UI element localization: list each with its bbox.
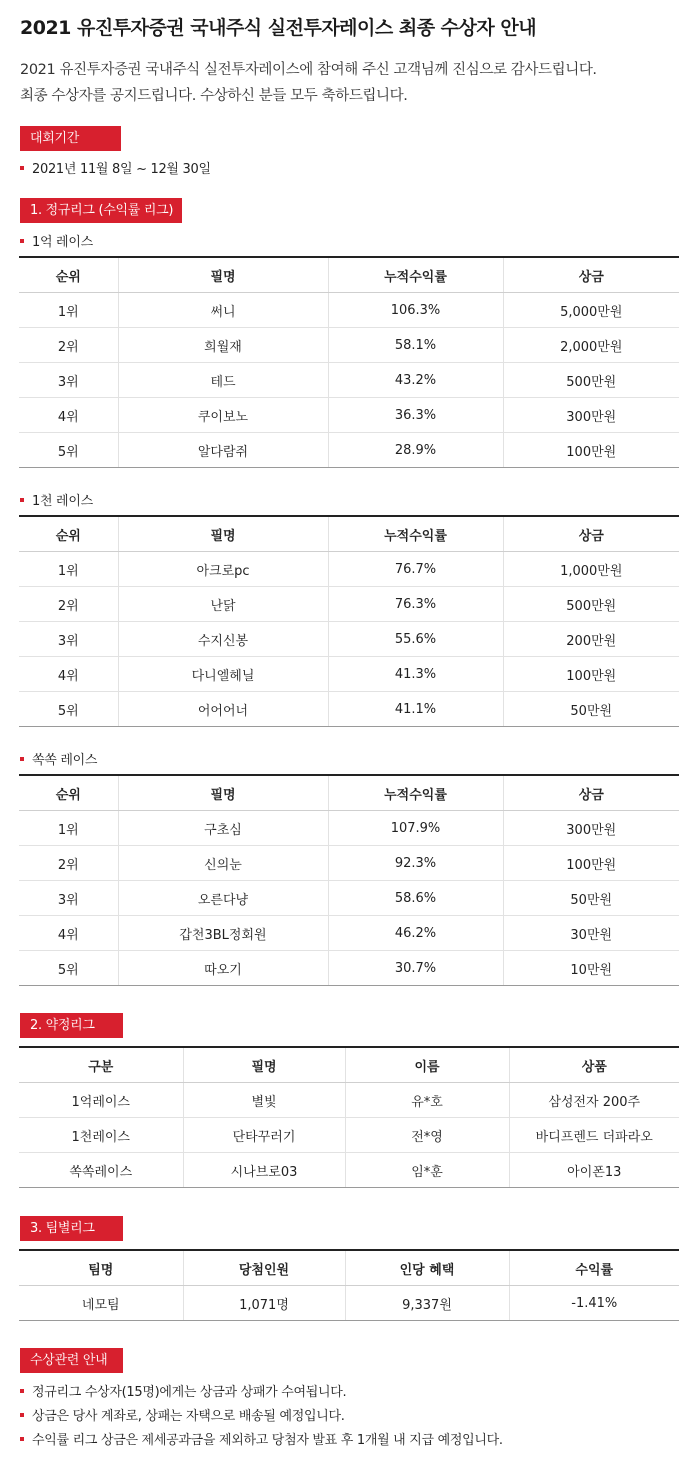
race-1-table: [19, 256, 679, 468]
race-3-heading: [20, 749, 97, 768]
header-nickname: 필명: [118, 257, 328, 293]
weak-league-badge: 2. 약정리그: [20, 1013, 123, 1038]
table-cell: 500만원: [503, 587, 679, 622]
regular-league-badge: 1. 정규리그 (수익률 리그): [20, 198, 182, 223]
table-cell: 100만원: [503, 657, 679, 692]
table-cell: -1.41%: [509, 1286, 679, 1321]
table-cell: 오른다냥: [118, 881, 328, 916]
table-cell: 5위: [19, 951, 118, 986]
table-row: [19, 363, 679, 398]
table-row: [19, 951, 679, 986]
header-prize: 상금: [503, 257, 679, 293]
table-cell: 41.3%: [328, 657, 503, 692]
table-header-row: [19, 516, 679, 552]
table-cell: 난닭: [118, 587, 328, 622]
header-return: 누적수익률: [328, 775, 503, 811]
table-row: [19, 293, 679, 328]
table-row: [19, 1286, 679, 1321]
table-row: [19, 916, 679, 951]
table-row: [19, 881, 679, 916]
table-cell: 단타꾸러기: [183, 1118, 345, 1153]
table-cell: 아크로pc: [118, 552, 328, 587]
table-row: [19, 1118, 679, 1153]
race-2-table: [19, 515, 679, 727]
period-text: 2021년 11월 8일 ~ 12월 30일: [32, 162, 211, 177]
table-cell: 9,337원: [345, 1286, 509, 1321]
table-row: [19, 811, 679, 846]
table-cell: 500만원: [503, 363, 679, 398]
table-cell: 네모팀: [19, 1286, 183, 1321]
intro-line-2: 최종 수상자를 공지드립니다. 수상하신 분들 모두 축하드립니다.: [20, 88, 408, 104]
header-return: 누적수익률: [328, 516, 503, 552]
race-2-heading: [20, 490, 93, 509]
header-name: 이름: [345, 1047, 509, 1083]
bullet-icon: [20, 1437, 24, 1441]
race-3-name: 쏙쏙 레이스: [32, 753, 98, 768]
table-cell: 100만원: [503, 433, 679, 468]
race-3-rows: [19, 811, 679, 986]
table-row: [19, 328, 679, 363]
table-cell: 30만원: [503, 916, 679, 951]
notice-badge: 수상관련 안내: [20, 1348, 123, 1373]
table-row: [19, 398, 679, 433]
weak-league-table: [19, 1046, 679, 1188]
intro-line-1: 2021 유진투자증권 국내주식 실전투자레이스에 참여해 주신 고객님께 진심으로 감사드립니다.: [20, 62, 597, 78]
table-cell: 100만원: [503, 846, 679, 881]
table-header-row: [19, 775, 679, 811]
table-row: [19, 622, 679, 657]
table-cell: 107.9%: [328, 811, 503, 846]
table-cell: 55.6%: [328, 622, 503, 657]
table-cell: 1위: [19, 552, 118, 587]
period-badge: 대회기간: [20, 126, 121, 151]
race-3-table: [19, 774, 679, 986]
table-cell: 임*훈: [345, 1153, 509, 1188]
header-prize: 상금: [503, 775, 679, 811]
table-cell: 쏙쏙레이스: [19, 1153, 183, 1188]
table-cell: 106.3%: [328, 293, 503, 328]
table-cell: 28.9%: [328, 433, 503, 468]
table-cell: 30.7%: [328, 951, 503, 986]
header-benefit: 인당 혜택: [345, 1250, 509, 1286]
bullet-icon: [20, 1413, 24, 1417]
table-cell: 수지신봉: [118, 622, 328, 657]
table-cell: 58.1%: [328, 328, 503, 363]
team-league-table: [19, 1249, 679, 1321]
table-cell: 92.3%: [328, 846, 503, 881]
bullet-icon: [20, 239, 24, 243]
table-cell: 5위: [19, 692, 118, 727]
table-row: [19, 433, 679, 468]
table-cell: 3위: [19, 622, 118, 657]
bullet-icon: [20, 757, 24, 761]
team-league-badge: 3. 팀별리그: [20, 1216, 123, 1241]
table-cell: 4위: [19, 916, 118, 951]
header-prize: 상금: [503, 516, 679, 552]
table-cell: 써니: [118, 293, 328, 328]
table-cell: 3위: [19, 363, 118, 398]
table-cell: 4위: [19, 398, 118, 433]
header-product: 상품: [509, 1047, 679, 1083]
table-cell: 1억레이스: [19, 1083, 183, 1118]
team-league-rows: [19, 1286, 679, 1321]
header-nickname: 필명: [183, 1047, 345, 1083]
header-nickname: 필명: [118, 775, 328, 811]
notice-text: 상금은 당사 계좌로, 상패는 자택으로 배송될 예정입니다.: [32, 1409, 345, 1424]
race-2-name: 1천 레이스: [32, 494, 93, 509]
table-row: [19, 1153, 679, 1188]
table-cell: 아이폰13: [509, 1153, 679, 1188]
bullet-icon: [20, 1389, 24, 1393]
table-cell: 따오기: [118, 951, 328, 986]
header-nickname: 필명: [118, 516, 328, 552]
notice-text: 수익률 리그 상금은 제세공과금을 제외하고 당첨자 발표 후 1개월 내 지급 예정입니다.: [32, 1433, 503, 1448]
table-cell: 10만원: [503, 951, 679, 986]
race-1-name: 1억 레이스: [32, 235, 93, 250]
table-header-row: [19, 1047, 679, 1083]
notice-text: 정규리그 수상자(15명)에게는 상금과 상패가 수여됩니다.: [32, 1385, 347, 1400]
table-cell: 희월재: [118, 328, 328, 363]
table-cell: 1위: [19, 293, 118, 328]
table-cell: 어어어너: [118, 692, 328, 727]
table-cell: 41.1%: [328, 692, 503, 727]
header-return: 누적수익률: [328, 257, 503, 293]
table-cell: 1천레이스: [19, 1118, 183, 1153]
table-row: [19, 1083, 679, 1118]
table-cell: 1,071명: [183, 1286, 345, 1321]
race-1-rows: [19, 293, 679, 468]
table-cell: 36.3%: [328, 398, 503, 433]
table-cell: 알다람쥐: [118, 433, 328, 468]
table-cell: 시나브로03: [183, 1153, 345, 1188]
table-cell: 58.6%: [328, 881, 503, 916]
bullet-icon: [20, 166, 24, 170]
table-cell: 200만원: [503, 622, 679, 657]
table-cell: 바디프렌드 더파라오: [509, 1118, 679, 1153]
header-return: 수익률: [509, 1250, 679, 1286]
table-header-row: [19, 257, 679, 293]
header-rank: 순위: [19, 775, 118, 811]
period-item: [20, 158, 211, 177]
table-cell: 2위: [19, 846, 118, 881]
race-1-heading: [20, 231, 93, 250]
table-row: [19, 552, 679, 587]
table-cell: 신의눈: [118, 846, 328, 881]
table-cell: 76.7%: [328, 552, 503, 587]
notice-item: [20, 1381, 346, 1400]
table-cell: 2,000만원: [503, 328, 679, 363]
table-cell: 5,000만원: [503, 293, 679, 328]
table-cell: 4위: [19, 657, 118, 692]
table-cell: 전*영: [345, 1118, 509, 1153]
table-cell: 3위: [19, 881, 118, 916]
table-cell: 삼성전자 200주: [509, 1083, 679, 1118]
notice-item: [20, 1429, 503, 1448]
header-team: 팀명: [19, 1250, 183, 1286]
table-row: [19, 657, 679, 692]
table-cell: 유*호: [345, 1083, 509, 1118]
table-cell: 46.2%: [328, 916, 503, 951]
page-title: 2021 유진투자증권 국내주식 실전투자레이스 최종 수상자 안내: [20, 17, 537, 39]
weak-league-rows: [19, 1083, 679, 1188]
header-rank: 순위: [19, 516, 118, 552]
table-cell: 50만원: [503, 692, 679, 727]
table-cell: 300만원: [503, 398, 679, 433]
header-category: 구분: [19, 1047, 183, 1083]
table-row: [19, 692, 679, 727]
bullet-icon: [20, 498, 24, 502]
table-cell: 5위: [19, 433, 118, 468]
race-2-rows: [19, 552, 679, 727]
header-rank: 순위: [19, 257, 118, 293]
notice-item: [20, 1405, 345, 1424]
table-cell: 1,000만원: [503, 552, 679, 587]
table-cell: 쿠이보노: [118, 398, 328, 433]
table-cell: 43.2%: [328, 363, 503, 398]
table-cell: 별빛: [183, 1083, 345, 1118]
table-header-row: [19, 1250, 679, 1286]
table-cell: 다니엘헤닐: [118, 657, 328, 692]
table-cell: 50만원: [503, 881, 679, 916]
table-cell: 1위: [19, 811, 118, 846]
table-cell: 2위: [19, 328, 118, 363]
table-cell: 2위: [19, 587, 118, 622]
table-row: [19, 587, 679, 622]
table-cell: 76.3%: [328, 587, 503, 622]
header-winners: 당첨인원: [183, 1250, 345, 1286]
intro-text: [20, 57, 597, 109]
table-row: [19, 846, 679, 881]
table-cell: 구초심: [118, 811, 328, 846]
table-cell: 갑천3BL정회원: [118, 916, 328, 951]
table-cell: 테드: [118, 363, 328, 398]
table-cell: 300만원: [503, 811, 679, 846]
